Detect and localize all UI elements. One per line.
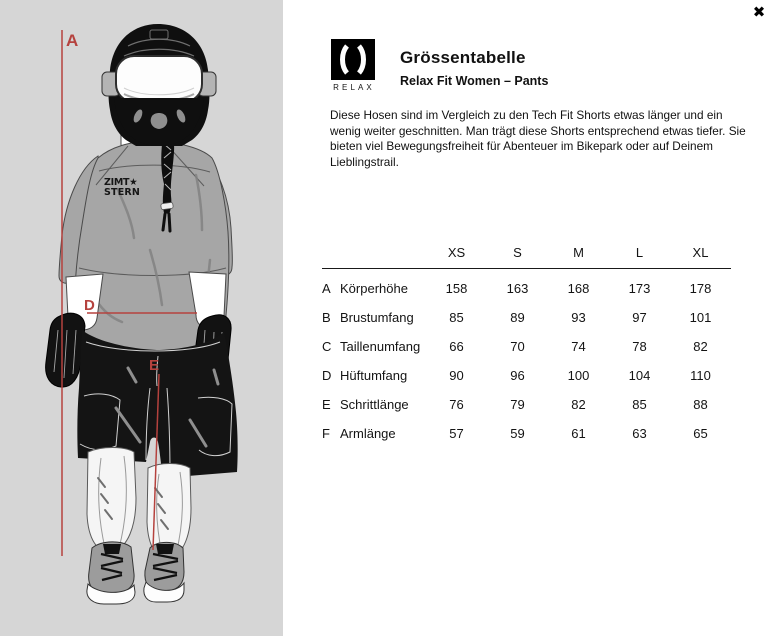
relax-logo: [331, 39, 375, 92]
measure-label-d: D: [84, 297, 95, 314]
close-button[interactable]: [749, 1, 769, 23]
rider-illustration: [0, 0, 283, 636]
size-column-header: XS: [426, 238, 487, 269]
measure-label: Brustumfang: [340, 310, 414, 325]
measure-value: 85: [449, 310, 464, 325]
size-column-header: L: [609, 238, 670, 269]
measure-value: 88: [693, 397, 708, 412]
measure-value: 85: [632, 397, 647, 412]
measure-letter: C: [322, 339, 332, 354]
fit-illustration-panel: [0, 0, 283, 636]
jersey-logo-line2: STERN: [104, 187, 141, 198]
measure-letter: A: [322, 281, 331, 296]
measure-value: 76: [449, 397, 464, 412]
measure-value: 63: [632, 426, 647, 441]
relax-logo-box: [331, 39, 375, 80]
measure-label: Armlänge: [340, 426, 396, 441]
measure-letter: B: [322, 310, 331, 325]
measure-value: 110: [690, 368, 711, 383]
measure-value: 82: [571, 397, 586, 412]
measure-letter: D: [322, 368, 332, 383]
measure-value: 104: [628, 368, 651, 383]
size-column-header: XL: [670, 238, 731, 269]
measure-value: 96: [510, 368, 525, 383]
measure-letter: F: [322, 426, 330, 441]
measure-value: 158: [445, 281, 468, 296]
measure-letter: E: [322, 397, 331, 412]
measure-value: 57: [449, 426, 464, 441]
measure-label: Taillenumfang: [340, 339, 421, 354]
measure-value: 173: [628, 281, 651, 296]
page-subtitle: Relax Fit Women – Pants: [400, 74, 549, 88]
size-header-row: [322, 238, 731, 269]
measurement-row: [322, 361, 731, 390]
measurement-row: [322, 332, 731, 361]
measure-value: 97: [632, 310, 647, 325]
measure-value: 65: [693, 426, 708, 441]
measure-value: 163: [506, 281, 529, 296]
measure-value: 78: [632, 339, 647, 354]
size-column-header: S: [487, 238, 548, 269]
size-column-header: M: [548, 238, 609, 269]
measure-label: Schrittlänge: [340, 397, 409, 412]
measurement-row: [322, 419, 731, 448]
measure-value: 100: [567, 368, 590, 383]
measure-value: 168: [567, 281, 590, 296]
measure-label-a: A: [66, 31, 79, 50]
fit-description: Diese Hosen sind im Vergleich zu den Tech Fit Shorts etwas länger und ein wenig weiter geschnitten. Man trägt diese Shorts entsprechend etwas tiefer. Sie bieten viel Bewegungsfreiheit für Abenteuer im Bikepark oder auf Deinem Lieblingstrail.: [330, 108, 746, 169]
relax-logo-text: RELAX: [333, 83, 375, 92]
measurement-row: [322, 269, 731, 304]
measure-value: 101: [689, 310, 712, 325]
measure-value: 178: [689, 281, 712, 296]
measure-value: 82: [693, 339, 708, 354]
close-icon: ✖: [752, 3, 766, 21]
measurement-row: [322, 303, 731, 332]
size-table: [322, 238, 731, 448]
measure-value: 59: [510, 426, 525, 441]
jersey-logo-line1: ZIMT★: [104, 177, 138, 188]
measure-label: Hüftumfang: [340, 368, 408, 383]
measure-value: 61: [571, 426, 586, 441]
measure-value: 66: [449, 339, 464, 354]
parentheses-icon: [331, 39, 375, 80]
measure-value: 93: [571, 310, 586, 325]
measurement-row: [322, 390, 731, 419]
measure-value: 89: [510, 310, 525, 325]
header-spacer: [340, 238, 426, 269]
page-title: Grössentabelle: [400, 48, 526, 67]
header-spacer: [322, 238, 340, 269]
measure-value: 79: [510, 397, 525, 412]
measure-label-e: E: [149, 357, 160, 374]
measure-value: 90: [449, 368, 464, 383]
measure-value: 74: [571, 339, 586, 354]
measure-value: 70: [510, 339, 525, 354]
measure-label: Körperhöhe: [340, 281, 408, 296]
